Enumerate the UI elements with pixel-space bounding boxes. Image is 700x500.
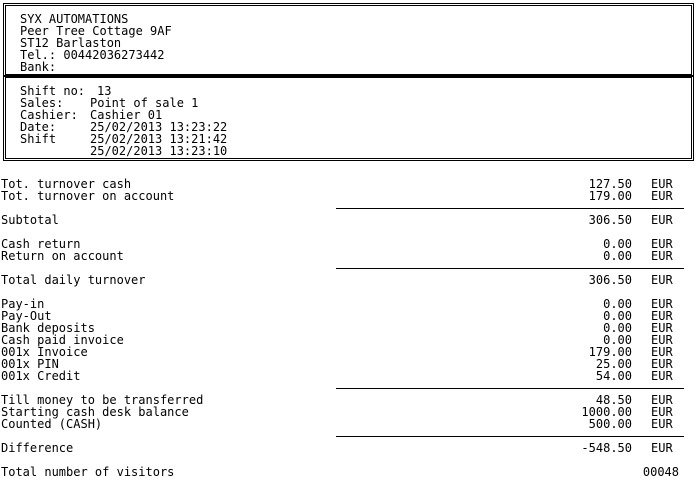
sales-value: Point of sale 1 <box>90 96 199 110</box>
cash-paid-invoice-value: 0.00 <box>603 333 632 347</box>
invoice-label: 001x Invoice <box>1 345 88 359</box>
report-row <box>0 442 700 454</box>
currency-label: EUR <box>651 369 673 383</box>
shift-info-box <box>3 75 694 161</box>
shift-label: Shift <box>20 132 57 146</box>
invoice-value: 179.00 <box>588 345 632 359</box>
company-bank: Bank: <box>20 60 57 74</box>
separator-line <box>336 388 684 389</box>
pay-out-label: Pay-Out <box>1 309 52 323</box>
total-daily-value: 306.50 <box>588 273 632 287</box>
company-name: SYX AUTOMATIONS <box>20 12 129 26</box>
bank-deposits-label: Bank deposits <box>1 321 95 335</box>
date-label: Date: <box>20 120 57 134</box>
counted-value: 500.00 <box>588 417 632 431</box>
report-row <box>0 358 700 370</box>
currency-label: EUR <box>651 213 673 227</box>
separator-line <box>336 436 684 437</box>
till-money-value: 48.50 <box>595 393 632 407</box>
return-account-value: 0.00 <box>603 249 632 263</box>
report-row <box>0 274 700 286</box>
currency-label: EUR <box>651 345 673 359</box>
company-address-line-1: Peer Tree Cottage 9AF <box>20 24 172 38</box>
date-value: 25/02/2013 13:23:22 <box>90 120 228 134</box>
pin-label: 001x PIN <box>1 357 59 371</box>
currency-label: EUR <box>651 249 673 263</box>
difference-value: -548.50 <box>581 441 632 455</box>
turnover-account-label: Tot. turnover on account <box>1 189 175 203</box>
return-account-label: Return on account <box>1 249 124 263</box>
counted-label: Counted (CASH) <box>1 417 103 431</box>
report-row <box>0 298 700 310</box>
separator-line <box>336 208 684 209</box>
subtotal-value: 306.50 <box>588 213 632 227</box>
subtotal-label: Subtotal <box>1 213 59 227</box>
currency-label: EUR <box>651 237 673 251</box>
currency-label: EUR <box>651 393 673 407</box>
company-phone: Tel.: 00442036273442 <box>20 48 165 62</box>
currency-label: EUR <box>651 309 673 323</box>
company-header-box <box>3 3 694 77</box>
report-row <box>0 418 700 430</box>
pay-in-value: 0.00 <box>603 297 632 311</box>
difference-label: Difference <box>1 441 74 455</box>
report-row <box>0 466 700 478</box>
pay-in-label: Pay-in <box>1 297 45 311</box>
report-row <box>0 250 700 262</box>
shift-end-value: 25/02/2013 13:23:10 <box>90 144 228 158</box>
currency-label: EUR <box>651 177 673 191</box>
report-row <box>0 370 700 382</box>
currency-label: EUR <box>651 357 673 371</box>
report-row <box>0 346 700 358</box>
currency-label: EUR <box>651 441 673 455</box>
credit-label: 001x Credit <box>1 369 81 383</box>
till-money-label: Till money to be transferred <box>1 393 204 407</box>
pin-value: 25.00 <box>595 357 632 371</box>
cash-paid-invoice-label: Cash paid invoice <box>1 333 124 347</box>
pay-out-value: 0.00 <box>603 309 632 323</box>
cash-return-value: 0.00 <box>603 237 632 251</box>
company-address-line-2: ST12 Barlaston <box>20 36 122 50</box>
currency-label: EUR <box>651 189 673 203</box>
turnover-account-value: 179.00 <box>588 189 632 203</box>
separator-line <box>336 268 684 269</box>
bank-deposits-value: 0.00 <box>603 321 632 335</box>
starting-balance-label: Starting cash desk balance <box>1 405 189 419</box>
shift-no-label: Shift no: <box>20 84 86 98</box>
visitors-value: 00048 <box>642 465 679 479</box>
currency-label: EUR <box>651 273 673 287</box>
currency-label: EUR <box>651 417 673 431</box>
shift-start-value: 25/02/2013 13:21:42 <box>90 132 228 146</box>
report-row <box>0 214 700 226</box>
cashier-value: Cashier 01 <box>90 108 163 122</box>
report-row <box>0 310 700 322</box>
cashier-label: Cashier: <box>20 108 78 122</box>
sales-label: Sales: <box>20 96 64 110</box>
currency-label: EUR <box>651 405 673 419</box>
visitors-label: Total number of visitors <box>1 465 175 479</box>
currency-label: EUR <box>651 297 673 311</box>
turnover-cash-value: 127.50 <box>588 177 632 191</box>
turnover-cash-label: Tot. turnover cash <box>1 177 132 191</box>
cash-return-label: Cash return <box>1 237 81 251</box>
currency-label: EUR <box>651 321 673 335</box>
total-daily-label: Total daily turnover <box>1 273 146 287</box>
starting-balance-value: 1000.00 <box>581 405 632 419</box>
credit-value: 54.00 <box>595 369 632 383</box>
currency-label: EUR <box>651 333 673 347</box>
shift-no-value: 13 <box>97 84 112 98</box>
report-row <box>0 190 700 202</box>
